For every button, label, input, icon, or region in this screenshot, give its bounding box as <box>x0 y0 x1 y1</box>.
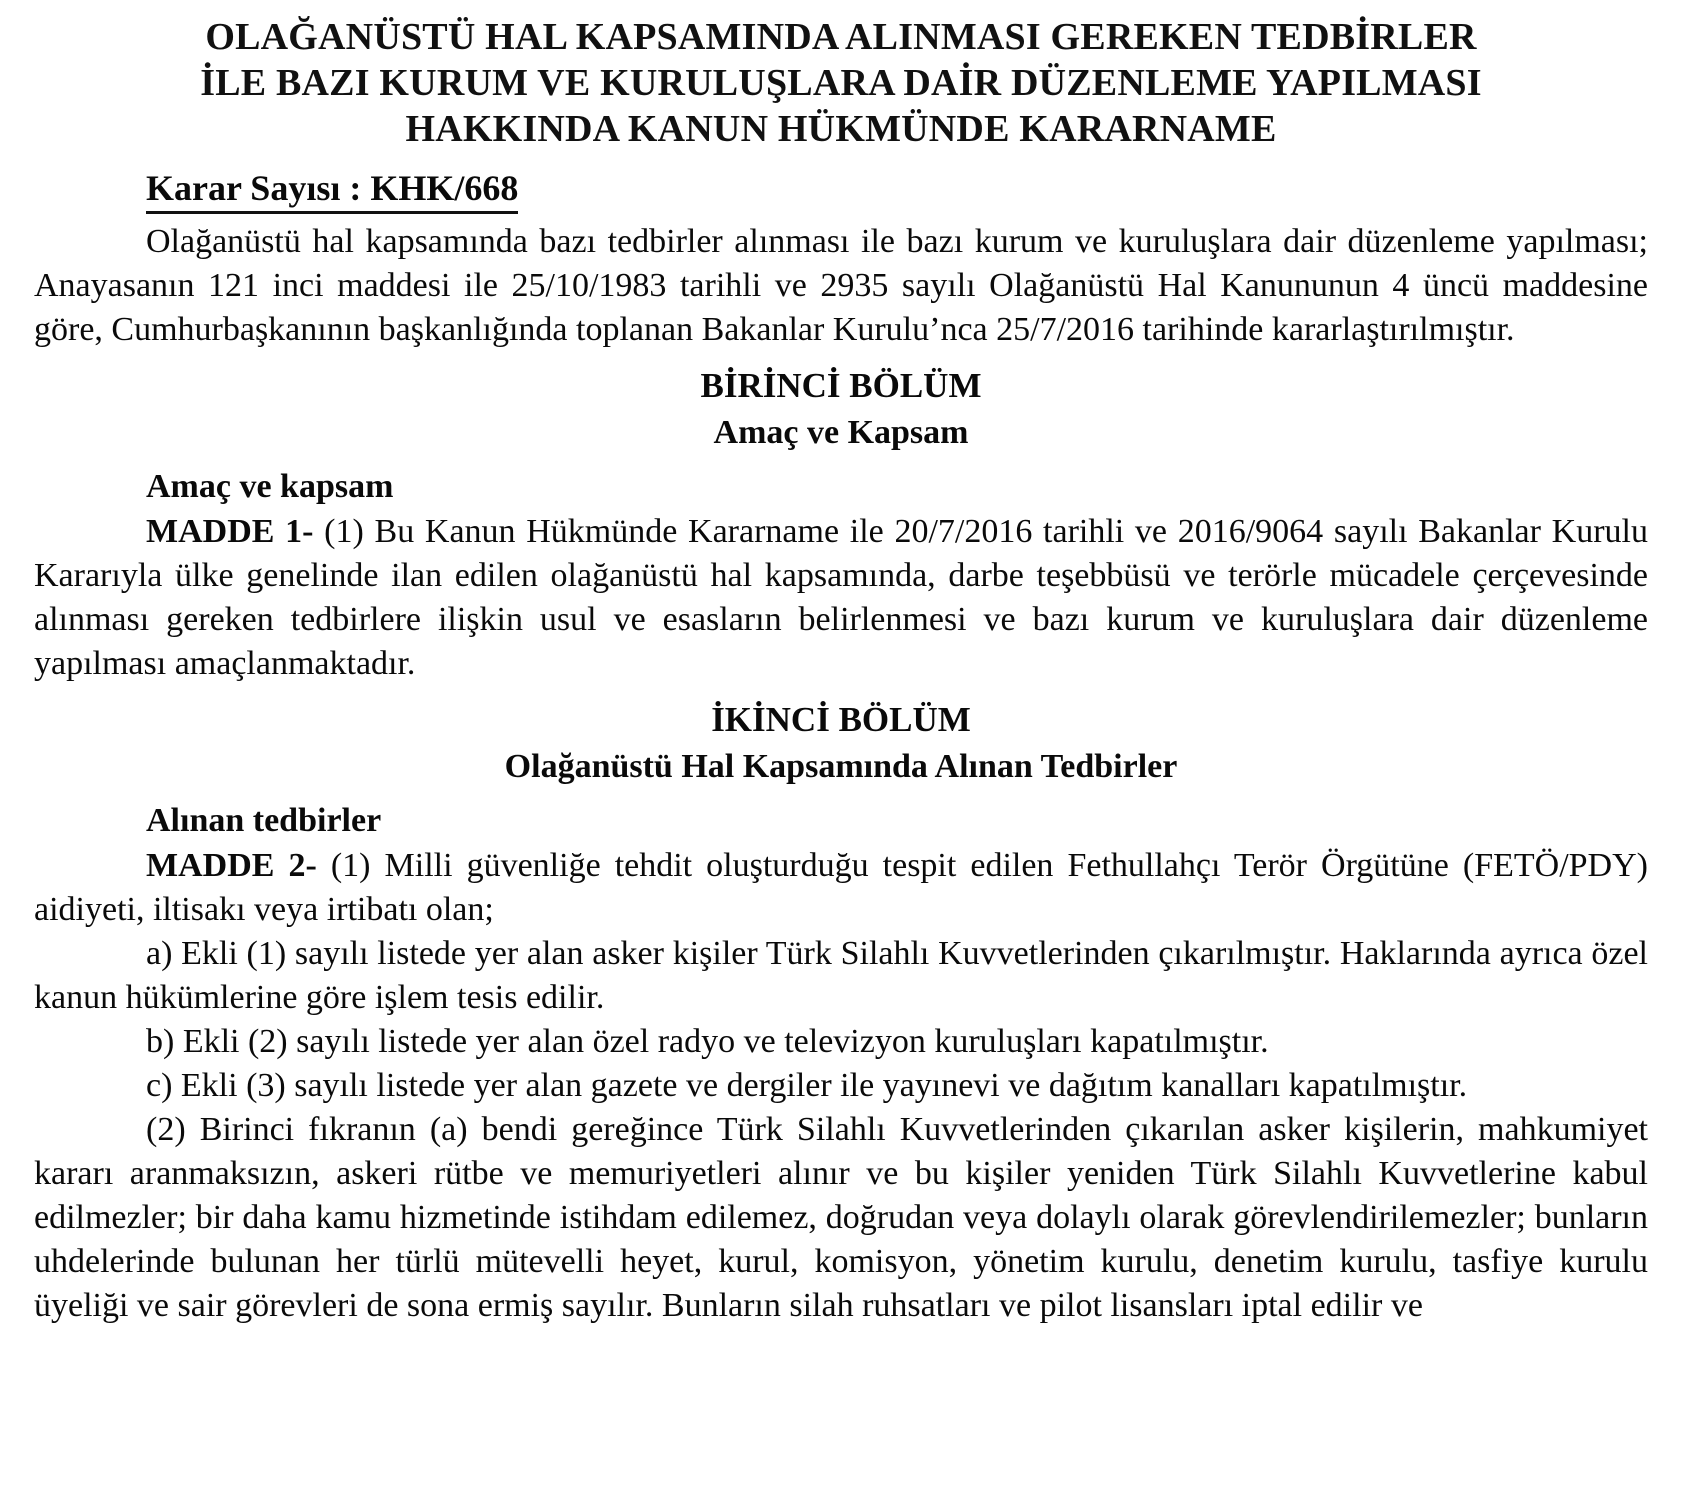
title-line-3: HAKKINDA KANUN HÜKMÜNDE KARARNAME <box>405 108 1277 150</box>
chapter-1-heading: BİRİNCİ BÖLÜM <box>700 366 982 405</box>
article-2-text: (1) Milli güvenliğe tehdit oluşturduğu tespit edilen Fethullahçı Terör Örgütüne (FETÖ/PDY) aidiyeti, iltisakı veya irtibatı olan; <box>34 847 1648 928</box>
article-2-caption: Alınan tedbirler <box>146 802 382 839</box>
article-2-label: MADDE 2- <box>146 847 317 884</box>
chapter-2-subheading: Olağanüstü Hal Kapsamında Alınan Tedbirler <box>504 748 1178 785</box>
article-1-paragraph <box>34 510 1648 686</box>
article-2-paragraph <box>34 844 1648 932</box>
article-1-text: (1) Bu Kanun Hükmünde Kararname ile 20/7/2016 tarihli ve 2016/9064 sayılı Bakanlar Kurulu Kararıyla ülke genelinde ilan edilen olağanüstü hal kapsamında, darbe teşebbüsü ve terörle mücadele çerçevesinde alınması gereken tedbirlere ilişkin usul ve esasların belirlenmesi ve bazı kurum ve kuruluşlara dair düzenleme yapılması amaçlanmaktadır. <box>34 513 1648 682</box>
article-2-paragraph-2: (2) Birinci fıkranın (a) bendi gereğince Türk Silahlı Kuvvetlerinden çıkarılan asker kişilerin, mahkumiyet kararı aranmaksızın, askeri rütbe ve memuriyetleri alınır ve bu kişiler yeniden Türk Silahlı Kuvvetlerine kabul edilmezler; bir daha kamu hizmetinde istihdam edilemez, doğrudan veya dolaylı olarak görevlendirilemezler; bunların uhdelerinde bulunan her türlü mütevelli heyet, kurul, komisyon, yönetim kurulu, denetim kurulu, tasfiye kurulu üyeliği ve sair görevleri de sona ermiş sayılır. Bunların silah ruhsatları ve pilot lisansları iptal edilir ve <box>34 1111 1648 1324</box>
title-line-2: İLE BAZI KURUM VE KURULUŞLARA DAİR DÜZENLEME YAPILMASI <box>200 62 1482 104</box>
decision-number: Karar Sayısı : KHK/668 <box>146 166 518 214</box>
title-line-1: OLAĞANÜSTÜ HAL KAPSAMINDA ALINMASI GEREKEN TEDBİRLER <box>205 16 1477 58</box>
article-2-item-a: a) Ekli (1) sayılı listede yer alan asker kişiler Türk Silahlı Kuvvetlerinden çıkarılmıştır. Haklarında ayrıca özel kanun hükümlerine göre işlem tesis edilir. <box>34 935 1648 1016</box>
page-title <box>34 14 1648 152</box>
article-2-item-b: b) Ekli (2) sayılı listede yer alan özel radyo ve televizyon kuruluşları kapatılmıştır. <box>146 1023 1269 1060</box>
chapter-1-subheading: Amaç ve Kapsam <box>713 414 969 451</box>
article-1-label: MADDE 1- <box>146 513 314 550</box>
preamble-paragraph: Olağanüstü hal kapsamında bazı tedbirler alınması ile bazı kurum ve kuruluşlara dair düzenleme yapılması; Anayasanın 121 inci maddesi ile 25/10/1983 tarihli ve 2935 sayılı Olağanüstü Hal Kanununun 4 üncü maddesine göre, Cumhurbaşkanının başkanlığında toplanan Bakanlar Kurulu’nca 25/7/2016 tarihinde kararlaştırılmıştır. <box>34 223 1648 348</box>
article-1-caption: Amaç ve kapsam <box>146 468 394 505</box>
decision-number-row <box>34 166 1648 214</box>
article-2-item-c: c) Ekli (3) sayılı listede yer alan gazete ve dergiler ile yayınevi ve dağıtım kanalları kapatılmıştır. <box>146 1067 1468 1104</box>
chapter-2-heading: İKİNCİ BÖLÜM <box>711 700 971 739</box>
